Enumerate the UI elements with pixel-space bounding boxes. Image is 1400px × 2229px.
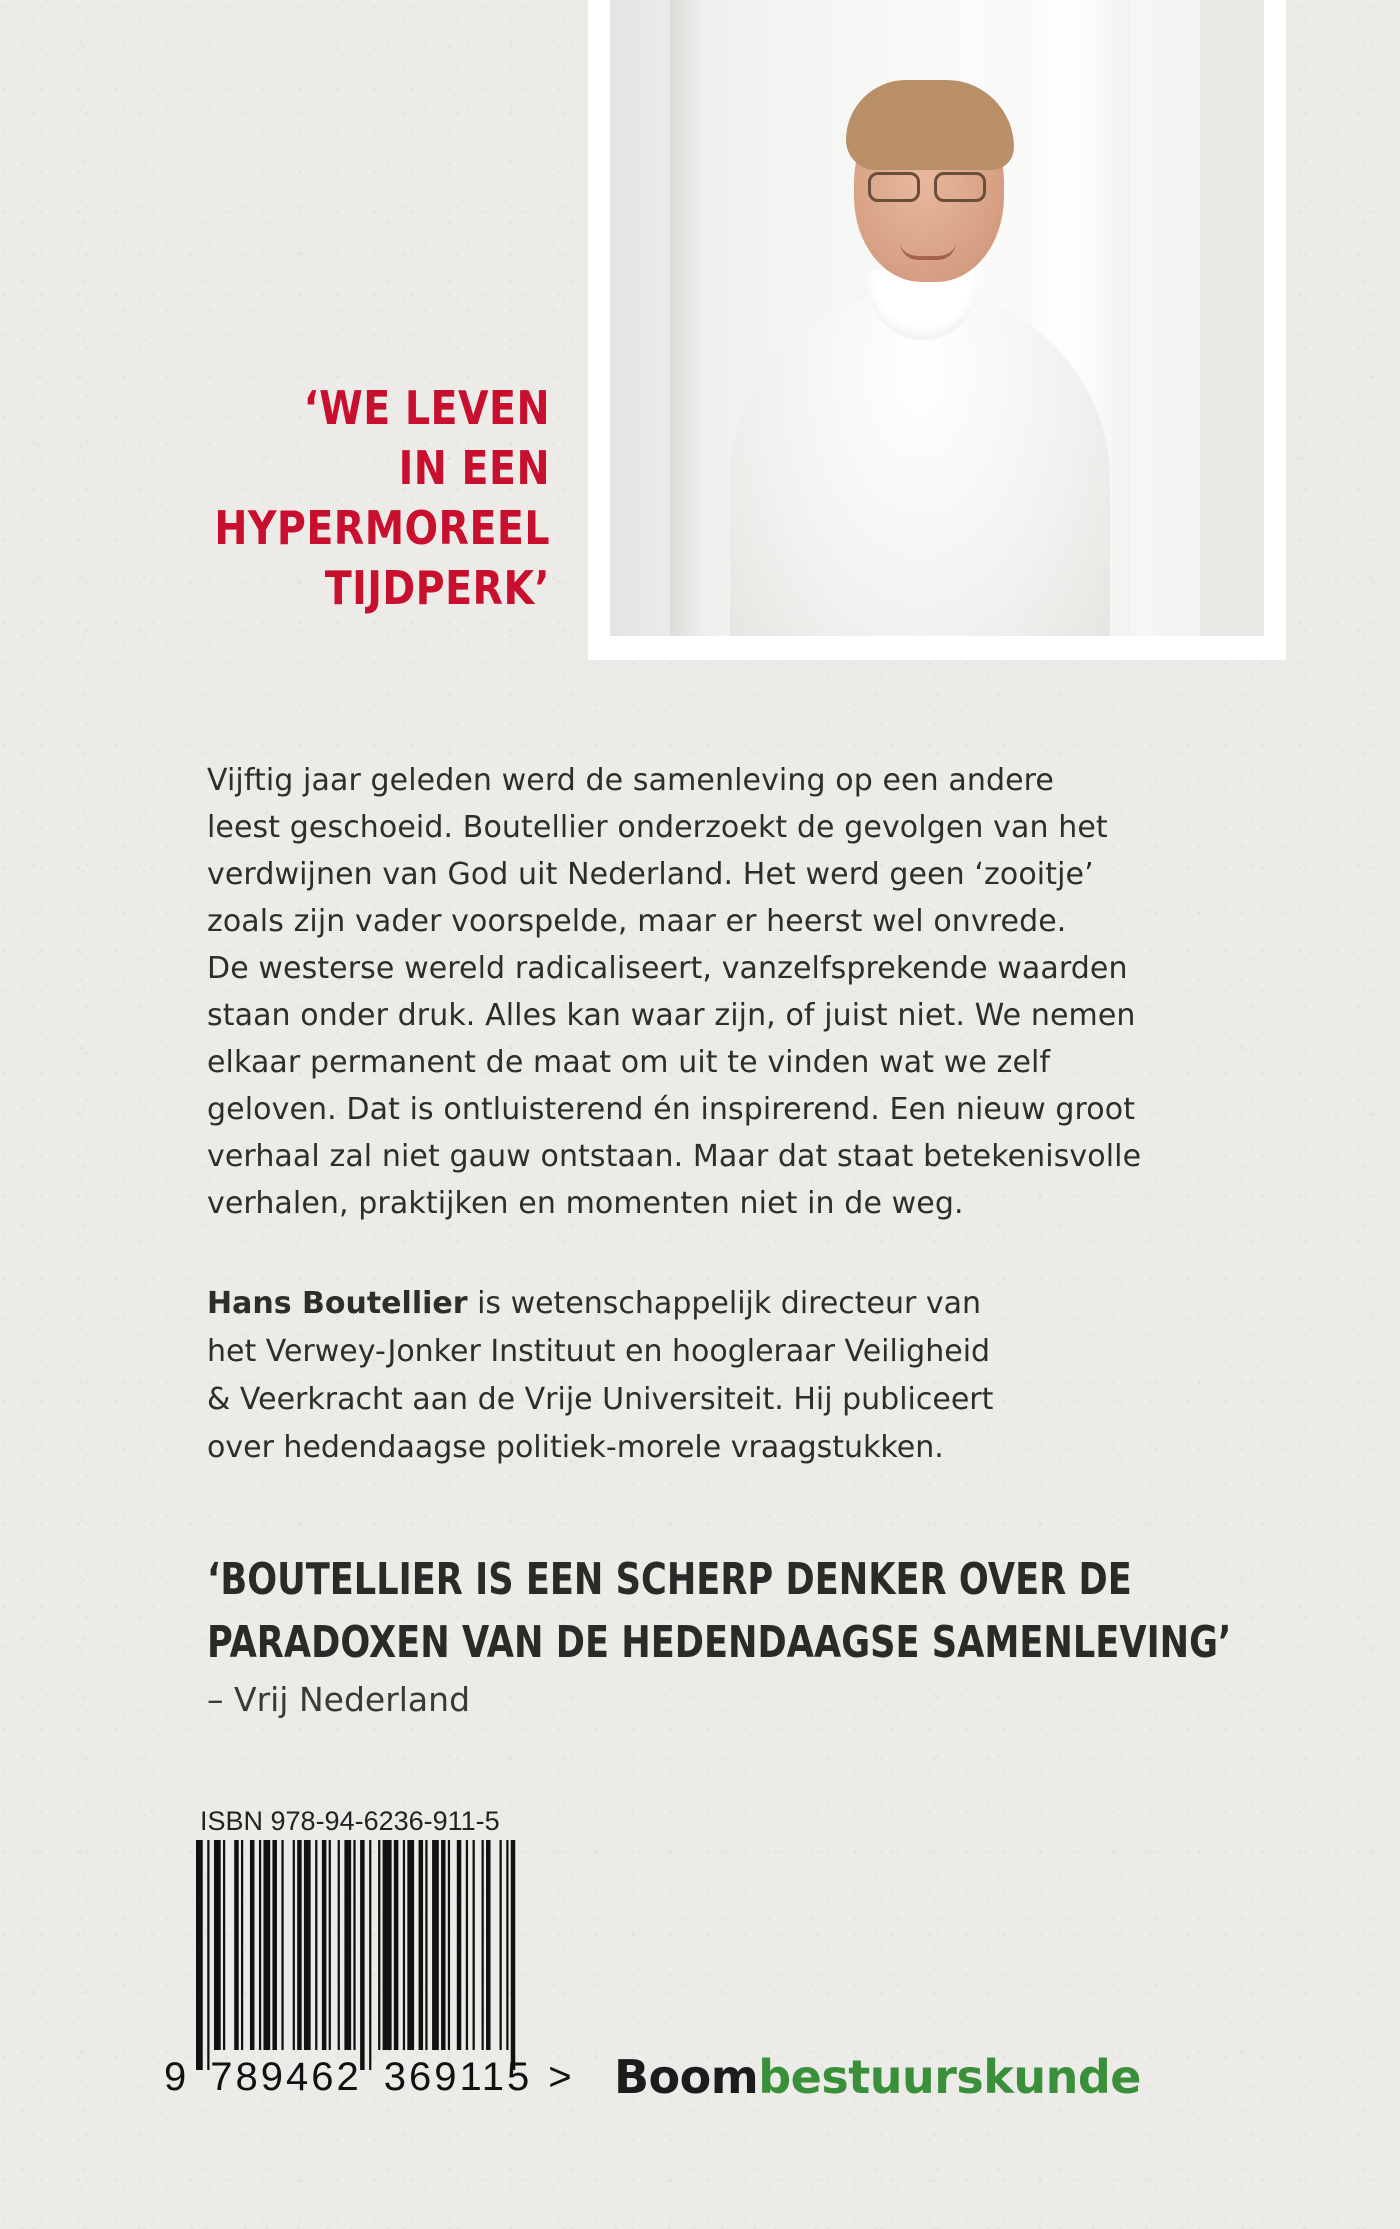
publisher-imprint: bestuurskunde <box>758 2050 1141 2104</box>
barcode-bar <box>378 1840 380 2050</box>
photo-hair <box>846 80 1014 170</box>
barcode-bar <box>272 1840 277 2050</box>
barcode-bar <box>448 1840 450 2050</box>
barcode-bar <box>214 1840 221 2050</box>
author-photo-frame <box>588 0 1286 660</box>
photo-background-column <box>1200 0 1264 636</box>
photo-glasses <box>868 172 988 198</box>
pull-quote-line: HYPERMOREEL <box>214 501 550 555</box>
barcode-bar <box>322 1840 327 2050</box>
barcode-bar <box>344 1840 351 2050</box>
barcode-bar <box>234 1840 239 2050</box>
author-bio <box>207 1280 1217 1472</box>
barcode-bar <box>425 1840 427 2050</box>
description-line: De westerse wereld radicaliseert, vanzelfsprekende waarden <box>207 951 1128 986</box>
barcode-digits <box>164 2055 572 2100</box>
bio-line: & Veerkracht aan de Vrije Universiteit. Hij publiceert <box>207 1382 994 1417</box>
description-line: zoals zijn vader voorspelde, maar er heerst wel onvrede. <box>207 904 1067 939</box>
barcode-bar <box>338 1840 340 2050</box>
barcode-digits-left: 789462 <box>210 2055 362 2099</box>
author-photo <box>610 0 1264 636</box>
barcode-bar <box>293 1840 295 2050</box>
barcode-bar <box>432 1840 439 2050</box>
review-source: – Vrij Nederland <box>207 1680 471 1719</box>
barcode-bar <box>419 1840 424 2050</box>
bio-line: het Verwey-Jonker Instituut en hoogleraar Veiligheid <box>207 1334 991 1369</box>
pull-quote-line: ‘WE LEVEN <box>303 381 550 435</box>
barcode-bar <box>500 1840 502 2050</box>
description-line: verhaal zal niet gauw ontstaan. Maar dat staat betekenisvolle <box>207 1139 1142 1174</box>
barcode-bar <box>241 1840 243 2050</box>
description-line: Vijftig jaar geleden werd de samenleving op een andere <box>207 763 1054 798</box>
barcode-bar <box>297 1840 302 2050</box>
description-line: verhalen, praktijken en momenten niet in de weg. <box>207 1186 964 1221</box>
publisher-brand: Boom <box>614 2050 759 2104</box>
barcode-bar <box>263 1840 270 2050</box>
pull-quote-line: TIJDPERK’ <box>324 561 550 615</box>
barcode-bar <box>473 1840 475 2050</box>
barcode-bar <box>304 1840 311 2050</box>
publisher-logo <box>614 2050 1141 2104</box>
barcode-bar <box>259 1840 261 2050</box>
author-name: Hans Boutellier <box>207 1286 468 1321</box>
description-line: staan onder druk. Alles kan waar zijn, of juist niet. We nemen <box>207 998 1136 1033</box>
barcode-bar <box>360 1840 365 2070</box>
barcode-bar <box>466 1840 468 2050</box>
description-line: leest geschoeid. Boutellier onderzoekt de gevolgen van het <box>207 810 1108 845</box>
barcode-bar <box>315 1840 317 2050</box>
barcode-bar <box>403 1840 405 2050</box>
review-line: PARADOXEN VAN DE HEDENDAAGSE SAMENLEVING’ <box>207 1617 1232 1668</box>
description-line: geloven. Dat is ontluisterend én inspirerend. Een nieuw groot <box>207 1092 1136 1127</box>
barcode-bar <box>329 1840 331 2050</box>
review-line: ‘BOUTELLIER IS EEN SCHERP DENKER OVER DE <box>207 1554 1132 1605</box>
barcode-bar <box>441 1840 446 2050</box>
barcode-bar <box>482 1840 484 2050</box>
bio-line: over hedendaagse politiek-morele vraagstukken. <box>207 1430 944 1465</box>
photo-background-column <box>670 0 704 636</box>
barcode-digit-first: 9 <box>164 2055 187 2099</box>
description-line: verdwijnen van God uit Nederland. Het werd geen ‘zooitje’ <box>207 857 1094 892</box>
barcode <box>196 1840 522 2070</box>
barcode-bar <box>281 1840 283 2050</box>
barcode-bar <box>250 1840 255 2050</box>
isbn-label: ISBN 978-94-6236-911-5 <box>200 1806 500 1836</box>
barcode-quiet-mark: > <box>548 2055 572 2099</box>
barcode-bar <box>394 1840 399 2050</box>
barcode-bar <box>383 1840 392 2050</box>
barcode-bar <box>457 1840 462 2050</box>
barcode-bar <box>506 1840 508 2050</box>
pull-quote <box>206 378 550 618</box>
description-line: elkaar permanent de maat om uit te vinden wat we zelf <box>207 1045 1051 1080</box>
barcode-bar <box>407 1840 414 2050</box>
bio-line <box>207 1280 1217 1328</box>
book-description <box>207 757 1217 1227</box>
barcode-bar <box>223 1840 225 2050</box>
barcode-bar <box>369 1840 371 2070</box>
barcode-bar <box>196 1840 203 2070</box>
review-quote <box>207 1548 1232 1674</box>
barcode-digits-right: 369115 <box>383 2055 533 2099</box>
barcode-bar <box>486 1840 491 2050</box>
barcode-bar <box>207 1840 209 2070</box>
barcode-bar <box>353 1840 355 2050</box>
bio-line-rest: is wetenschappelijk directeur van <box>467 1286 982 1321</box>
pull-quote-line: IN EEN <box>398 441 550 495</box>
barcode-bar <box>511 1840 516 2070</box>
